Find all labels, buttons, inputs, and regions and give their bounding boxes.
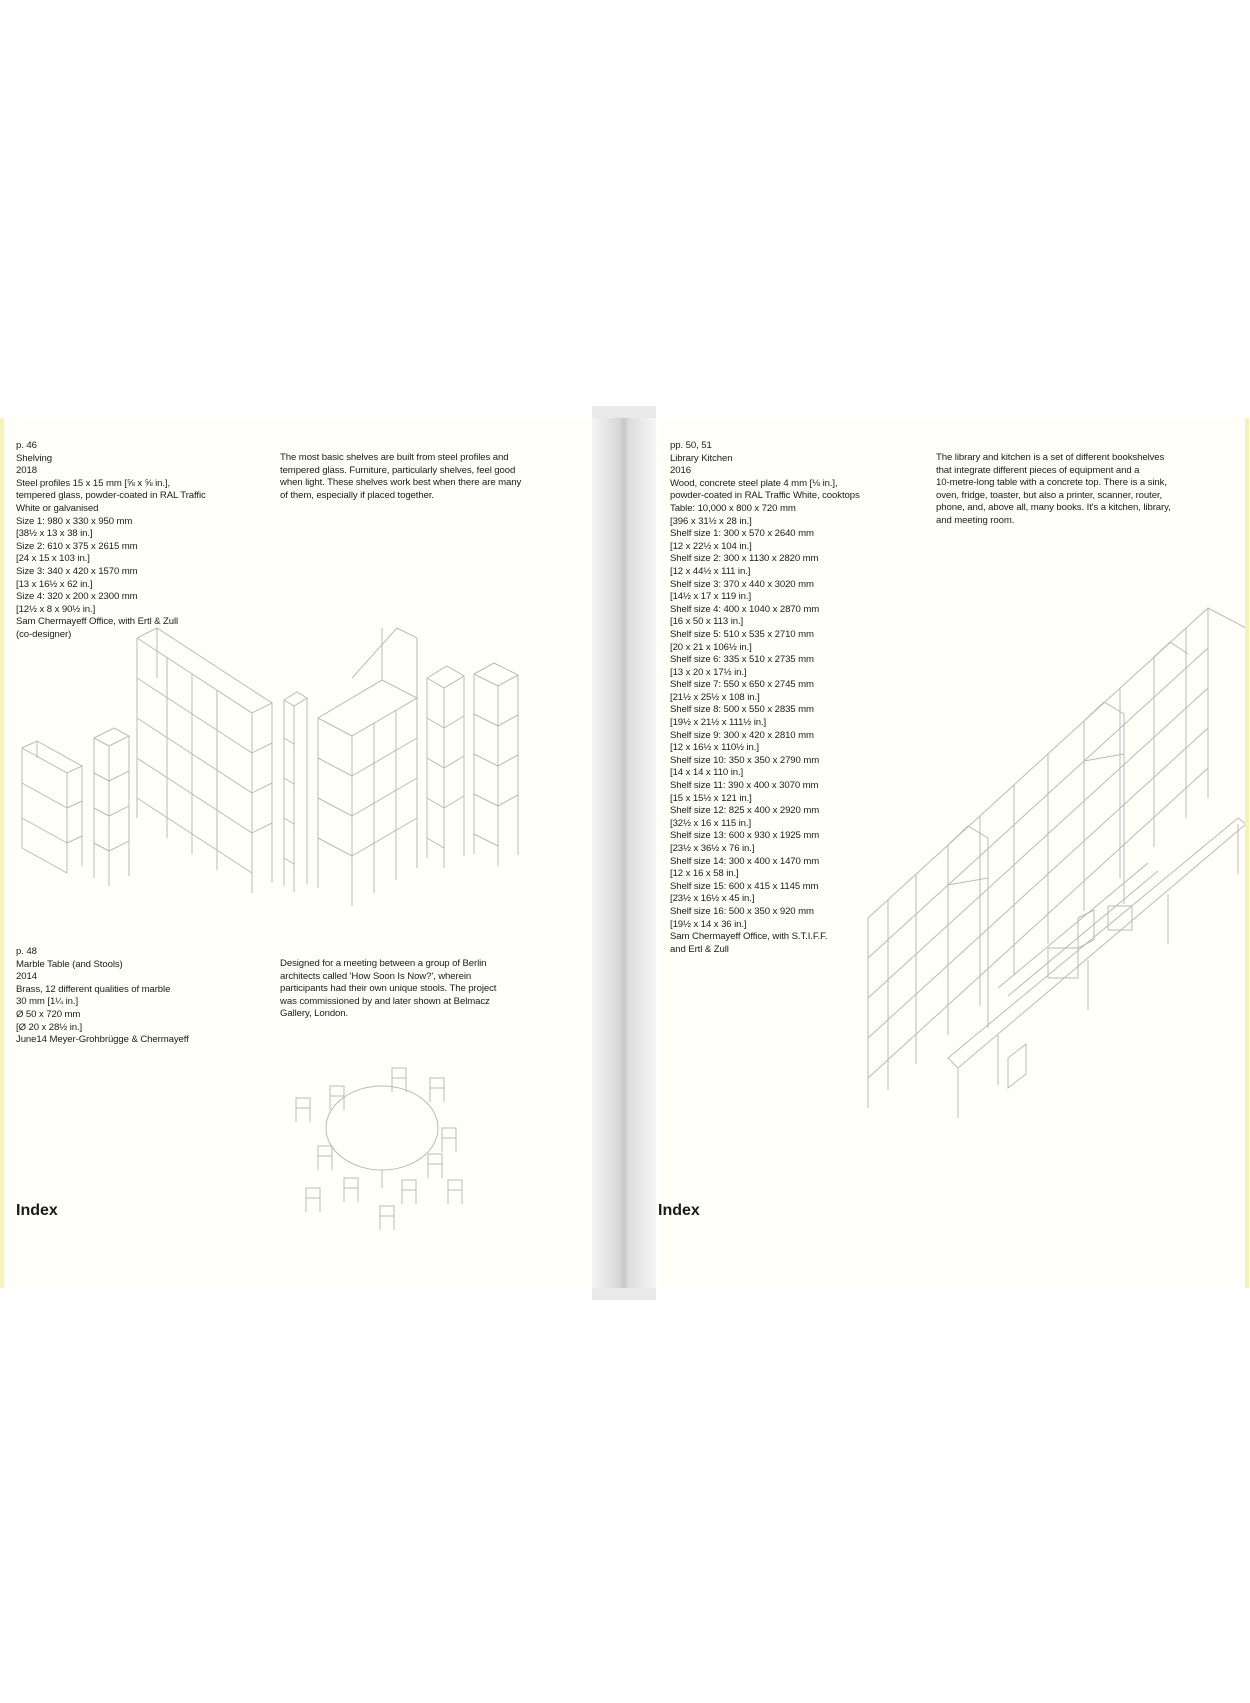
shelving-drawing — [2, 618, 620, 918]
long-table — [948, 818, 1246, 1068]
library-kitchen-meta: pp. 50, 51 Library Kitchen 2016 Wood, concrete steel plate 4 mm [⅛ in.], powder-coated in RAL Traffic White, cooktops Table: 10,000 x 800 x 720 mm [396 x 31½ x 28 in.] Shelf size 1: 300 x 570 x 2640 mm [12 x 22½ x 104 in.] Shelf size 2: 300 x 1130 x 2820 mm [12 x 44½ x 111 in.] Shelf size 3: 370 x 440 x 3020 mm [14½ x 17 x 119 in.] Shelf size 4: 400 x 1040 x 2870 mm [16 x 50 x 113 in.] Shelf size 5: 510 x 535 x 2710 mm [20 x 21 x 106½ in.] Shelf size 6: 335 x 510 x 2735 mm [13 x 20 x 17½ in.] Shelf size 7: 550 x 650 x 2745 mm [21½ x 25½ x 108 in.] Shelf size 8: 500 x 550 x 2835 mm [19½ x 21½ x 111½ in.] Shelf size 9: 300 x 420 x 2810 mm [12 x 16½ x 110½ in.] Shelf size 10: 350 x 350 x 2790 mm [14 x 14 x 110 in.] Shelf size 11: 390 x 400 x 3070 mm [15 x 15½ x 121 in.] Shelf size 12: 825 x 400 x 2920 mm [32½ x 16 x 115 in.] Shelf size 13: 600 x 930 x 1925 mm [23½ x 36½ x 76 in.] Shelf size 14: 300 x 400 x 1470 mm [12 x 16 x 58 in.] Shelf size 15: 600 x 415 x 1145 mm [23½ x 16½ x 45 in.] Shelf size 16: 500 x 350 x 920 mm [19½ x 14 x 36 in.] Sam Chermayeff Office, with S.T.I.F.F. and Ertl & Zull — [670, 440, 860, 955]
book-spread — [0, 418, 1250, 1288]
shelf-unit-1 — [22, 741, 82, 873]
shelf-unit-5 — [318, 628, 417, 906]
shelf-unit-6 — [427, 666, 464, 868]
shelf-unit-2 — [94, 728, 129, 886]
shelf-unit-4 — [284, 692, 307, 892]
marble-table-drawing — [282, 1058, 482, 1238]
left-page-footer: Index — [16, 1202, 58, 1219]
library-kitchen-description: The library and kitchen is a set of different bookshelves that integrate different pieces of equipment and a 10-metre-long table with a concrete top. There is a sink, oven, fridge, toaster, but also a printer, scanner, router, phone, and, above all, many books. It's a kitchen, library, and meeting room. — [936, 452, 1171, 526]
right-page — [658, 418, 1246, 1288]
left-page — [2, 418, 620, 1288]
marble-table-description: Designed for a meeting between a group of Berlin architects called 'How Soon Is Now?', wherein participants had their own unique stools. The project was commissioned by and later shown at Belmacz Gallery, London. — [280, 958, 497, 1020]
shelf-unit-3 — [137, 628, 272, 893]
left-page-edge — [0, 418, 4, 1288]
book-gutter — [592, 406, 656, 1300]
marble-table-meta: p. 48 Marble Table (and Stools) 2014 Brass, 12 different qualities of marble 30 mm [1¼ in.] Ø 50 x 720 mm [Ø 20 x 28½ in.] June14 Meyer-Grohbrügge & Chermayeff — [16, 946, 189, 1046]
library-kitchen-drawing — [848, 588, 1246, 1158]
shelving-meta: p. 46 Shelving 2018 Steel profiles 15 x 15 mm [⅝ x ⅝ in.], tempered glass, powder-coated in RAL Traffic White or galvanised Size 1: 980 x 330 x 950 mm [38½ x 13 x 38 in.] Size 2: 610 x 375 x 2615 mm [24 x 15 x 103 in.] Size 3: 340 x 420 x 1570 mm [13 x 16½ x 62 in.] Size 4: 320 x 200 x 2300 mm [12½ x 8 x 90½ in.] Sam Chermayeff Office, with Ertl & Zull (co-designer) — [16, 440, 206, 640]
right-page-edge — [1245, 418, 1249, 1288]
shelf-unit-7 — [474, 663, 518, 866]
table-top — [326, 1086, 438, 1170]
shelving-description: The most basic shelves are built from steel profiles and tempered glass. Furniture, particularly shelves, feel good when light. These shelves work best when there are many of them, especially if placed together. — [280, 452, 522, 501]
right-page-footer: Index — [658, 1202, 700, 1219]
